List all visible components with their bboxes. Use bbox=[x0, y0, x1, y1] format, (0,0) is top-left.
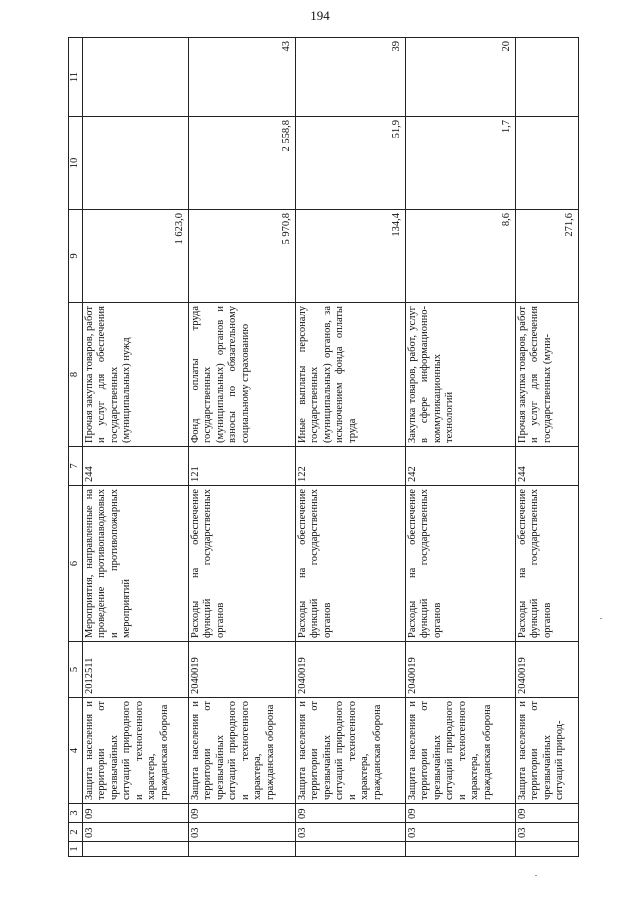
table-row bbox=[188, 38, 295, 857]
cell-expense-name: Фонд оплаты труда государственных (муниципальных) органов и взносы по обязательному социальному страхованию bbox=[188, 303, 295, 447]
cell-target-name: Расходы на обеспечение функций государственных органов bbox=[405, 486, 515, 642]
cell-actual: 2 558,8 bbox=[188, 117, 295, 210]
rotated-table-container bbox=[68, 41, 576, 857]
cell-expense-type: 242 bbox=[405, 447, 515, 486]
cell-target-name: Расходы на обеспечение функций государственных органов bbox=[295, 486, 405, 642]
cell-c1 bbox=[515, 842, 578, 857]
cell-section: 03 bbox=[295, 823, 405, 842]
cell-section: 03 bbox=[515, 823, 578, 842]
scan-speck bbox=[535, 875, 537, 876]
cell-subsection-name: Защита населения и территории от чрезвычайных ситуаций природного и техногенного характера, гражданская оборона bbox=[82, 698, 188, 804]
cell-section: 03 bbox=[405, 823, 515, 842]
cell-section: 03 bbox=[82, 823, 188, 842]
table-row bbox=[82, 38, 188, 857]
cell-actual bbox=[515, 117, 578, 210]
cell-actual: 51,9 bbox=[295, 117, 405, 210]
cell-subsection-name: Защита населения и территории от чрезвычайных ситуаций природного и техногенного характера, гражданская оборона bbox=[405, 698, 515, 804]
cell-plan: 8,6 bbox=[405, 210, 515, 303]
col-header-5: 5 bbox=[69, 642, 83, 698]
cell-target-code: 2040019 bbox=[188, 642, 295, 698]
cell-expense-type: 244 bbox=[82, 447, 188, 486]
cell-expense-name: Прочая закупка товаров, работ и услуг для обеспечения государственных (муни- bbox=[515, 303, 578, 447]
cell-subsection: 09 bbox=[82, 804, 188, 823]
cell-subsection: 09 bbox=[188, 804, 295, 823]
cell-section: 03 bbox=[188, 823, 295, 842]
cell-percent: 39 bbox=[295, 38, 405, 117]
cell-subsection: 09 bbox=[515, 804, 578, 823]
budget-table bbox=[68, 37, 579, 857]
cell-expense-name: Иные выплаты персоналу государственных (муниципальных) органов, за исключением фонда оплаты труда bbox=[295, 303, 405, 447]
cell-expense-type: 121 bbox=[188, 447, 295, 486]
cell-percent bbox=[82, 38, 188, 117]
cell-target-code: 2012511 bbox=[82, 642, 188, 698]
col-header-1: 1 bbox=[69, 842, 83, 857]
cell-expense-type: 122 bbox=[295, 447, 405, 486]
cell-expense-name: Прочая закупка товаров, работ и услуг для обеспечения государственных (муниципальных) нужд bbox=[82, 303, 188, 447]
col-header-9: 9 bbox=[69, 210, 83, 303]
cell-c1 bbox=[295, 842, 405, 857]
cell-subsection-name: Защита населения и территории от чрезвычайных ситуаций природного и техногенного характера, гражданская оборона bbox=[188, 698, 295, 804]
cell-subsection: 09 bbox=[405, 804, 515, 823]
cell-target-name: Расходы на обеспечение функций государственных органов bbox=[188, 486, 295, 642]
cell-target-code: 2040019 bbox=[295, 642, 405, 698]
col-header-11: 11 bbox=[69, 38, 83, 117]
table-row bbox=[515, 38, 578, 857]
col-header-8: 8 bbox=[69, 303, 83, 447]
cell-c1 bbox=[405, 842, 515, 857]
col-header-2: 2 bbox=[69, 823, 83, 842]
cell-expense-name: Закупка товаров, работ, услуг в сфере информационно-коммуникационных технологий bbox=[405, 303, 515, 447]
scan-speck bbox=[600, 618, 602, 619]
cell-subsection: 09 bbox=[295, 804, 405, 823]
cell-percent: 20 bbox=[405, 38, 515, 117]
cell-target-code: 2040019 bbox=[405, 642, 515, 698]
page-number: 194 bbox=[310, 8, 330, 23]
cell-percent bbox=[515, 38, 578, 117]
table-row bbox=[295, 38, 405, 857]
cell-target-name: Мероприятия, направленные на проведение противопаводковых и противопожарных мероприятий bbox=[82, 486, 188, 642]
cell-plan: 271,6 bbox=[515, 210, 578, 303]
col-header-10: 10 bbox=[69, 117, 83, 210]
cell-c1 bbox=[82, 842, 188, 857]
cell-actual: 1,7 bbox=[405, 117, 515, 210]
cell-subsection-name: Защита населения и территории от чрезвычайных ситуаций природного и техногенного характера, гражданская оборона bbox=[295, 698, 405, 804]
cell-actual bbox=[82, 117, 188, 210]
cell-plan: 134,4 bbox=[295, 210, 405, 303]
cell-plan: 1 623,0 bbox=[82, 210, 188, 303]
cell-subsection-name: Защита населения и территории от чрезвычайных ситуаций природ- bbox=[515, 698, 578, 804]
table-row bbox=[405, 38, 515, 857]
header-row bbox=[69, 38, 83, 857]
col-header-7: 7 bbox=[69, 447, 83, 486]
col-header-6: 6 bbox=[69, 486, 83, 642]
cell-target-name: Расходы на обеспечение функций государственных органов bbox=[515, 486, 578, 642]
col-header-3: 3 bbox=[69, 804, 83, 823]
cell-expense-type: 244 bbox=[515, 447, 578, 486]
cell-c1 bbox=[188, 842, 295, 857]
cell-plan: 5 970,8 bbox=[188, 210, 295, 303]
col-header-4: 4 bbox=[69, 698, 83, 804]
cell-target-code: 2040019 bbox=[515, 642, 578, 698]
cell-percent: 43 bbox=[188, 38, 295, 117]
